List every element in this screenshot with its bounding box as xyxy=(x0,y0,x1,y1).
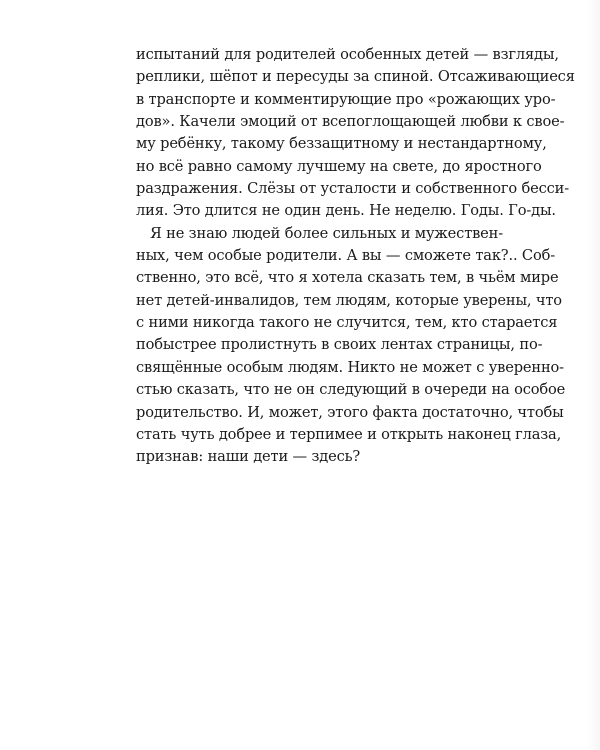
text-line: признав: наши дети — здесь? xyxy=(136,448,361,466)
text-line: побыстрее пролистнуть в своих лентах страницы, по- xyxy=(136,336,543,354)
text-line: раздражения. Слёзы от усталости и собственного бесси- xyxy=(136,180,570,198)
text-line: родительство. И, может, этого факта достаточно, чтобы xyxy=(136,403,564,421)
text-line: му ребёнку, такому беззащитному и нестандартному, xyxy=(136,135,547,153)
text-line: Я не знаю людей более сильных и мужествен- xyxy=(150,224,504,242)
text-line: испытаний для родителей особенных детей — взгляды, xyxy=(136,46,559,63)
text-line: ных, чем особые родители. А вы — сможете так?.. Соб- xyxy=(136,247,555,265)
text-line: реплики, шёпот и пересуды за спиной. Отсаживающиеся xyxy=(136,68,575,86)
text-line: с ними никогда такого не случится, тем, кто старается xyxy=(136,314,558,332)
text-line: свящённые особым людям. Никто не может с уверенно- xyxy=(136,358,564,376)
text-line: в транспорте и комментирующие про «рожающих уро- xyxy=(136,90,556,108)
text-line: дов». Качели эмоций от всепоглощающей любви к свое- xyxy=(136,113,565,131)
text-line: но всё равно самому лучшему на свете, до яростного xyxy=(136,157,542,175)
page-edge-shadow xyxy=(586,0,600,750)
text-line: лия. Это длится не один день. Не неделю. Годы. Го-ды. xyxy=(136,202,556,220)
text-line: стью сказать, что не он следующий в очереди на особое xyxy=(136,381,566,399)
paragraph-1 xyxy=(136,44,575,223)
text-line: нет детей-инвалидов, тем людям, которые уверены, что xyxy=(136,291,562,309)
text-line: стать чуть добрее и терпимее и открыть наконец глаза, xyxy=(136,425,562,443)
text-line: ственно, это всё, что я хотела сказать тем, в чьём мире xyxy=(136,269,559,287)
paragraph-2 xyxy=(136,223,566,469)
body-text xyxy=(136,44,575,469)
